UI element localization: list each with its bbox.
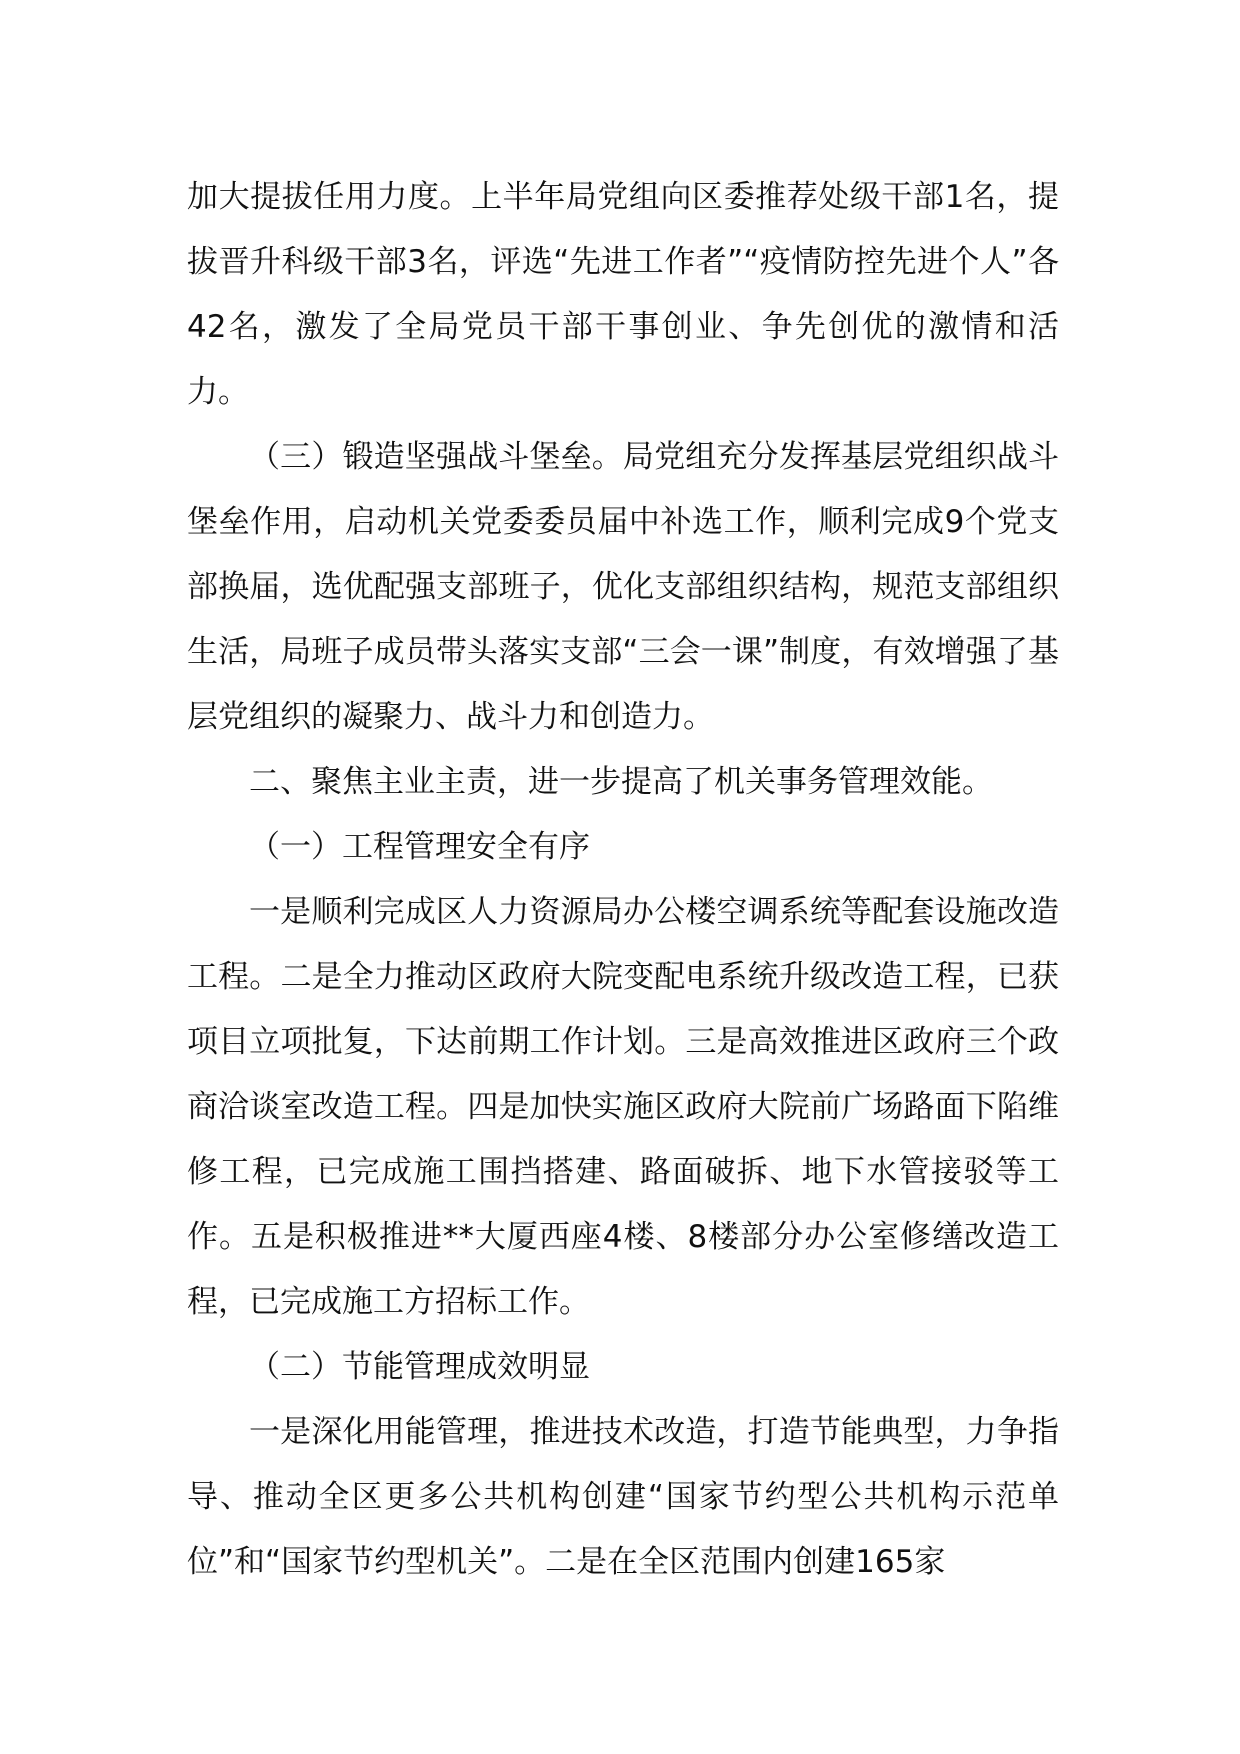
paragraph-section-3: （三）锻造坚强战斗堡垒。局党组充分发挥基层党组织战斗堡垒作用，启动机关党委委员届中补选工作，顺利完成9个党支部换届，选优配强支部班子，优化支部组织结构，规范支部组织生活，局班子成员带头落实支部“三会一课”制度，有效增强了基层党组织的凝聚力、战斗力和创造力。: [187, 439, 1059, 735]
heading-part-2: 二、聚焦主业主责，进一步提高了机关事务管理效能。: [249, 764, 993, 800]
paragraph-promotion: 加大提拔任用力度。上半年局党组向区委推荐处级干部1名，提拔晋升科级干部3名，评选“先进工作者”“疫情防控先进个人”各42名，激发了全局党员干部干事创业、争先创优的激情和活力。: [187, 179, 1059, 410]
heading-engineering-management: （一）工程管理安全有序: [249, 829, 590, 865]
heading-energy-management: （二）节能管理成效明显: [249, 1349, 590, 1385]
paragraph-engineering-details: 一是顺利完成区人力资源局办公楼空调系统等配套设施改造工程。二是全力推动区政府大院变配电系统升级改造工程，已获项目立项批复，下达前期工作计划。三是高效推进区政府三个政商洽谈室改造工程。四是加快实施区政府大院前广场路面下陷维修工程，已完成施工围挡搭建、路面破拆、地下水管接驳等工作。五是积极推进**大厦西座4楼、8楼部分办公室修缮改造工程，已完成施工方招标工作。: [187, 894, 1059, 1320]
paragraph-energy-details: 一是深化用能管理，推进技术改造，打造节能典型，力争指导、推动全区更多公共机构创建“国家节约型公共机构示范单位”和“国家节约型机关”。二是在全区范围内创建165家: [187, 1414, 1059, 1580]
document-body: [187, 165, 1059, 1595]
